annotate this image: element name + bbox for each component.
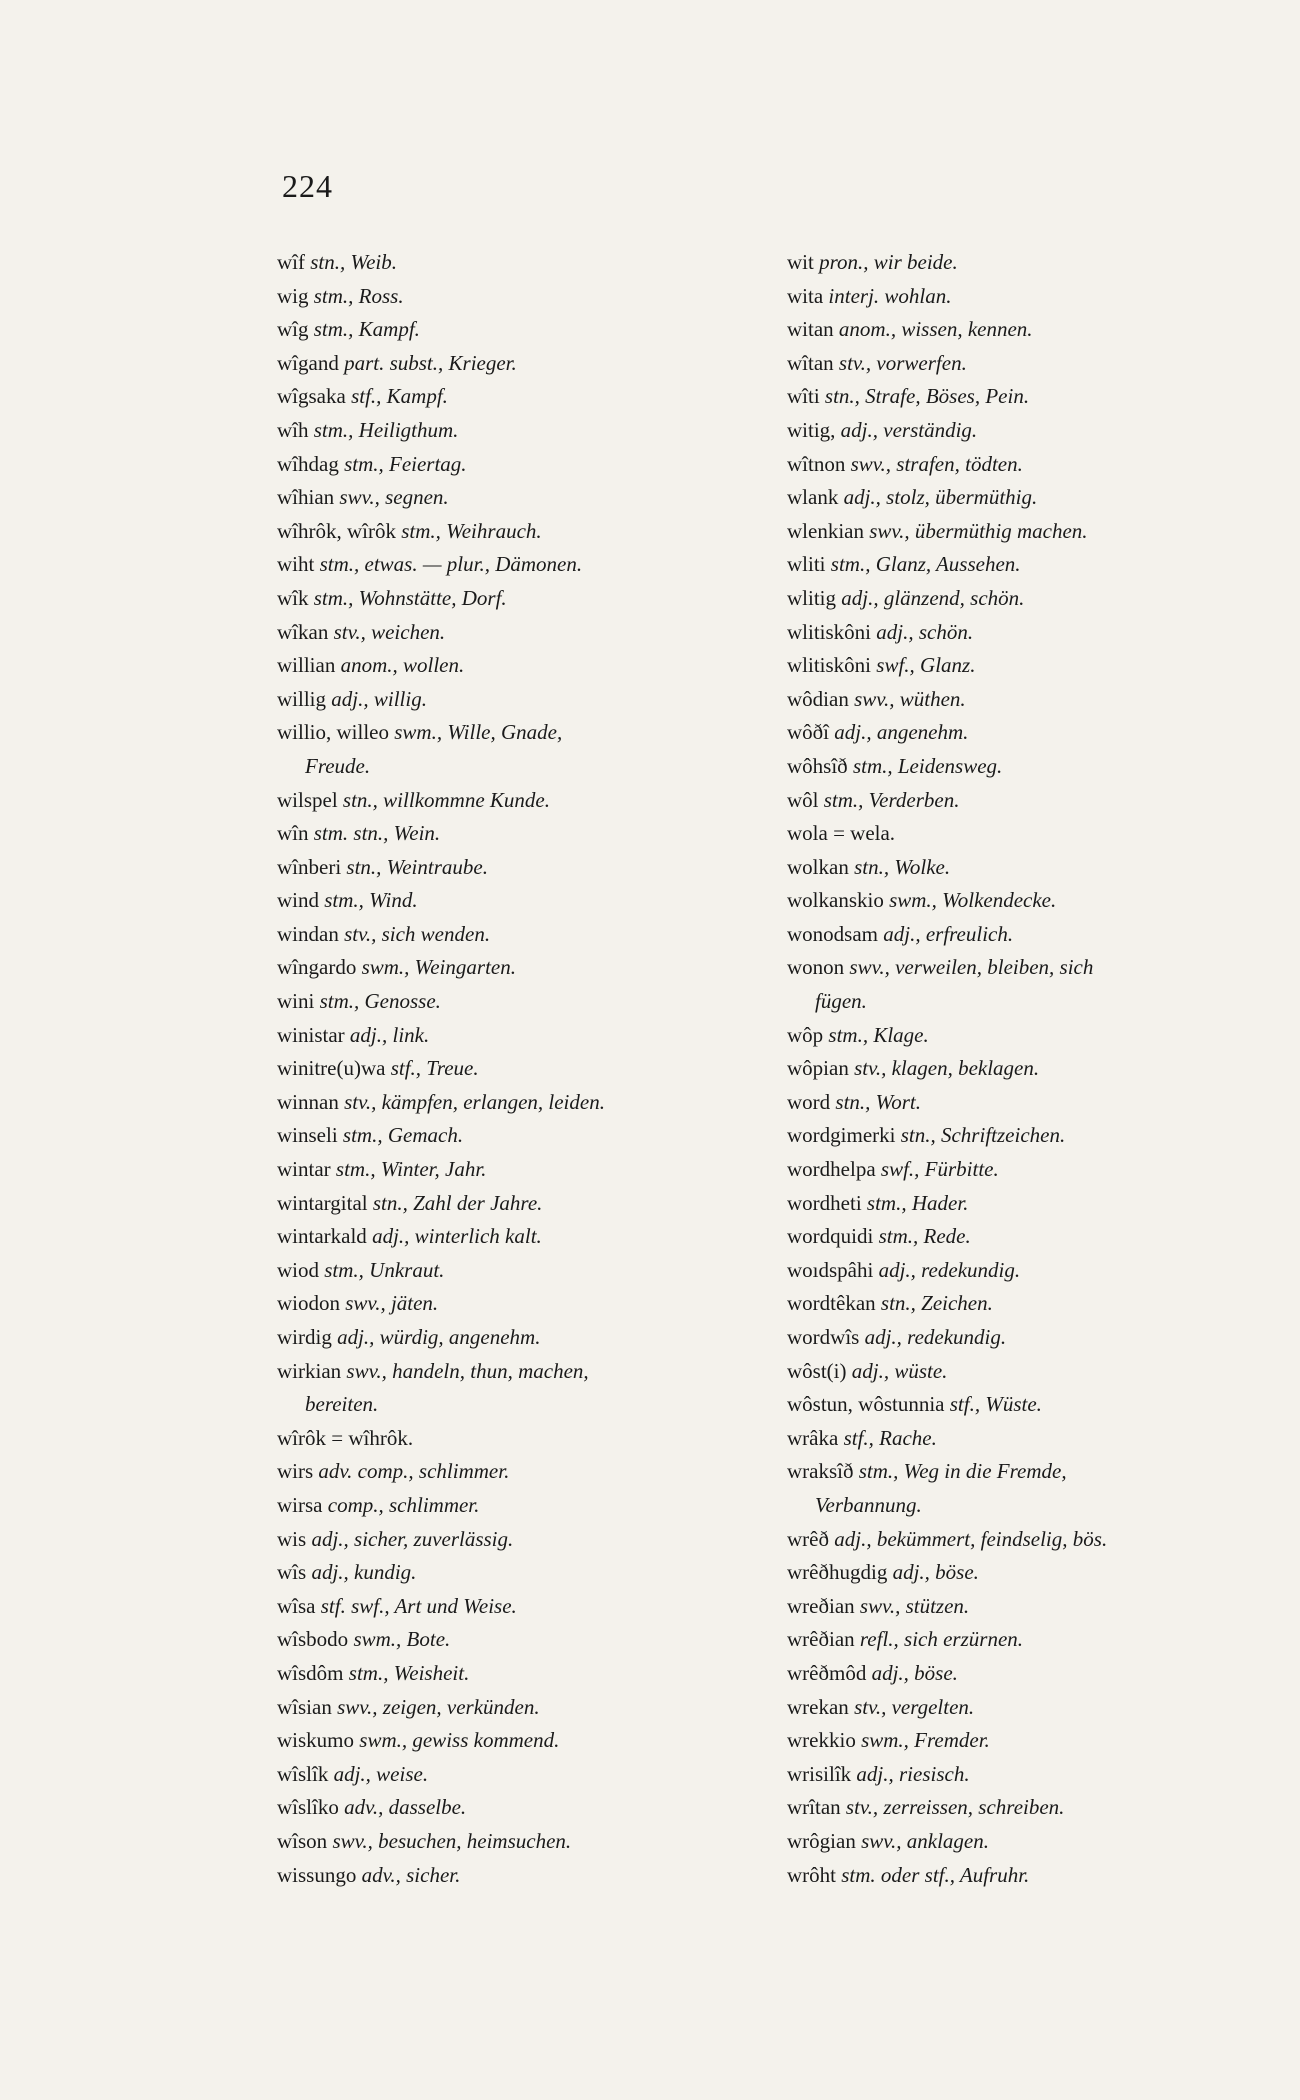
- headword: wrôgian: [787, 1828, 856, 1853]
- headword: wolkanskio: [787, 888, 884, 913]
- dictionary-entry: [787, 1052, 1287, 1086]
- headword: wlitiskôni: [787, 653, 872, 678]
- dictionary-entry: [787, 1019, 1287, 1053]
- dictionary-entry: [277, 1422, 777, 1456]
- gloss: swv., besuchen, heimsuchen.: [332, 1828, 572, 1853]
- gloss: adj., redekundig.: [864, 1325, 1007, 1349]
- dictionary-entry: [277, 481, 777, 515]
- gloss: stm., Rede.: [878, 1224, 971, 1249]
- dictionary-entry: [277, 548, 777, 582]
- gloss: stm., Heiligthum.: [313, 417, 459, 442]
- headword: wôstun, wôstunnia: [787, 1392, 945, 1417]
- gloss: swm., Wille, Gnade,: [394, 720, 563, 745]
- headword: wintargital: [277, 1190, 368, 1215]
- dictionary-entry: [787, 918, 1287, 952]
- headword: wonodsam: [787, 921, 878, 946]
- dictionary-entry: [787, 784, 1287, 818]
- dictionary-entry: [787, 1355, 1287, 1389]
- headword: woıdspâhi: [787, 1257, 874, 1282]
- gloss: part. subst., Krieger.: [344, 350, 517, 375]
- dictionary-entry: [277, 817, 777, 851]
- gloss: anom., wissen, kennen.: [838, 317, 1033, 342]
- gloss: refl., sich erzürnen.: [859, 1627, 1024, 1652]
- gloss: stm., Weisheit.: [348, 1660, 470, 1685]
- gloss: stn., Wolke.: [854, 854, 951, 879]
- gloss: stn., Weintraube.: [346, 854, 488, 879]
- gloss: swv., jäten.: [345, 1291, 439, 1316]
- headword: wôst(i): [787, 1358, 847, 1383]
- headword: wolkan: [787, 854, 849, 879]
- gloss: stn., Zeichen.: [880, 1291, 993, 1316]
- dictionary-entry: [787, 414, 1287, 448]
- dictionary-entry: [787, 616, 1287, 650]
- headword: wîti: [787, 384, 820, 409]
- headword: wîsdôm: [277, 1660, 344, 1685]
- headword: wlitig: [787, 585, 837, 610]
- gloss: swf., Fürbitte.: [880, 1157, 999, 1182]
- dictionary-entry: [277, 1052, 777, 1086]
- headword: wreðian: [787, 1593, 855, 1618]
- gloss: stn., Zahl der Jahre.: [372, 1190, 543, 1215]
- headword: wôp: [787, 1022, 824, 1047]
- dictionary-entry: [277, 1455, 777, 1489]
- dictionary-entry: [787, 851, 1287, 885]
- dictionary-entry: [277, 1623, 777, 1657]
- dictionary-entry: [787, 1153, 1287, 1187]
- gloss: swm., Weingarten.: [361, 955, 516, 980]
- gloss: stm., Wohnstätte, Dorf.: [313, 585, 507, 610]
- gloss: anom., wollen.: [340, 653, 465, 678]
- headword: wintarkald: [277, 1224, 367, 1249]
- headword: willig: [277, 686, 327, 711]
- headword: wola = wela.: [787, 821, 896, 846]
- headword: wîg: [277, 317, 309, 342]
- headword: wlank: [787, 485, 839, 510]
- dictionary-entry: [277, 1119, 777, 1153]
- gloss: stv., weichen.: [333, 619, 446, 644]
- gloss: adj., weise.: [333, 1761, 429, 1786]
- headword: wlenkian: [787, 518, 864, 543]
- headword: wîs: [277, 1560, 307, 1585]
- headword: wlitiskôni: [787, 619, 872, 644]
- gloss: stn., Strafe, Böses, Pein.: [824, 384, 1030, 409]
- gloss: swv., segnen.: [339, 485, 449, 510]
- dictionary-entry: [787, 1388, 1287, 1422]
- gloss: swv., zeigen, verkünden.: [337, 1694, 540, 1719]
- gloss: stm., etwas. — plur., Dämonen.: [319, 552, 583, 577]
- headword: wôðî: [787, 720, 829, 745]
- dictionary-entry: [787, 750, 1287, 784]
- gloss: adj., redekundig.: [878, 1257, 1021, 1282]
- gloss: stm., Feiertag.: [344, 451, 467, 476]
- gloss: stm., Unkraut.: [324, 1257, 445, 1282]
- headword: wîhdag: [277, 451, 339, 476]
- gloss: Freude.: [305, 753, 371, 778]
- headword: witan: [787, 317, 834, 342]
- gloss: stn., Weib.: [310, 250, 397, 274]
- dictionary-entry: [277, 851, 777, 885]
- gloss: bereiten.: [305, 1392, 379, 1417]
- dictionary-entry: [787, 515, 1287, 549]
- headword: wîslîk: [277, 1761, 329, 1786]
- gloss: adj., bekümmert, feindselig, bös.: [834, 1526, 1108, 1551]
- dictionary-entry: [277, 1287, 777, 1321]
- headword: wordquidi: [787, 1224, 874, 1249]
- headword: wîf: [277, 250, 305, 274]
- gloss: pron., wir beide.: [819, 250, 958, 274]
- gloss: swv., handeln, thun, machen,: [346, 1358, 589, 1383]
- headword: wilspel: [277, 787, 338, 812]
- gloss: stf., Rache.: [843, 1425, 937, 1450]
- headword: wîk: [277, 585, 309, 610]
- headword: wordhelpa: [787, 1157, 876, 1182]
- headword: wrekan: [787, 1694, 849, 1719]
- headword: wôpian: [787, 1056, 849, 1081]
- entry-continuation: [277, 1388, 777, 1422]
- gloss: stn., Wort.: [835, 1089, 922, 1114]
- gloss: swv., anklagen.: [861, 1828, 989, 1853]
- headword: wiod: [277, 1257, 319, 1282]
- dictionary-entry: [277, 1489, 777, 1523]
- dictionary-entry: [787, 1455, 1287, 1489]
- headword: wîgsaka: [277, 384, 346, 409]
- dictionary-entry: [277, 414, 777, 448]
- dictionary-entry: [277, 1556, 777, 1590]
- gloss: stf., Treue.: [390, 1056, 479, 1081]
- gloss: stm., Ross.: [313, 283, 404, 308]
- headword: word: [787, 1089, 831, 1114]
- dictionary-entry: [277, 246, 777, 280]
- dictionary-entry: [277, 1724, 777, 1758]
- headword: wîhian: [277, 485, 335, 510]
- dictionary-entry: [787, 951, 1287, 985]
- dictionary-entry: [277, 1187, 777, 1221]
- headword: wit: [787, 250, 814, 274]
- dictionary-entry: [787, 380, 1287, 414]
- dictionary-entry: [787, 1287, 1287, 1321]
- dictionary-entry: [787, 448, 1287, 482]
- gloss: adj., willig.: [331, 686, 427, 711]
- headword: wîngardo: [277, 955, 357, 980]
- gloss: adj., sicher, zuverlässig.: [311, 1526, 514, 1551]
- headword: wrêðmôd: [787, 1660, 867, 1685]
- headword: wrôht: [787, 1862, 836, 1887]
- dictionary-entry: [787, 1086, 1287, 1120]
- gloss: stm., Glanz, Aussehen.: [830, 552, 1021, 577]
- headword: wîsian: [277, 1694, 332, 1719]
- gloss: stn., Schriftzeichen.: [900, 1123, 1066, 1148]
- headword: wraksîð: [787, 1459, 854, 1484]
- dictionary-entry: [277, 1220, 777, 1254]
- dictionary-entry: [787, 649, 1287, 683]
- gloss: swm., Fremder.: [861, 1728, 990, 1753]
- dictionary-entry: [277, 347, 777, 381]
- gloss: stv., klagen, beklagen.: [854, 1056, 1040, 1081]
- dictionary-entry: [787, 716, 1287, 750]
- headword: wrisilîk: [787, 1761, 852, 1786]
- gloss: adj., stolz, übermüthig.: [843, 485, 1038, 510]
- dictionary-entry: [787, 1119, 1287, 1153]
- dictionary-entry: [787, 1758, 1287, 1792]
- dictionary-entry: [277, 515, 777, 549]
- dictionary-entry: [277, 1657, 777, 1691]
- gloss: swv., übermüthig machen.: [869, 518, 1088, 543]
- dictionary-entry: [787, 1254, 1287, 1288]
- dictionary-entry: [787, 1590, 1287, 1624]
- gloss: stv., zerreissen, schreiben.: [845, 1795, 1065, 1820]
- headword: wig: [277, 283, 309, 308]
- gloss: comp., schlimmer.: [327, 1492, 480, 1517]
- headword: wrêð: [787, 1526, 829, 1551]
- headword: wirs: [277, 1459, 314, 1484]
- gloss: adj., erfreulich.: [883, 921, 1014, 946]
- dictionary-entry: [787, 481, 1287, 515]
- gloss: stm., Leidensweg.: [852, 753, 1003, 778]
- gloss: adv., sicher.: [361, 1862, 461, 1887]
- dictionary-entry: [277, 582, 777, 616]
- gloss: swf., Glanz.: [876, 653, 976, 678]
- headword: wrâka: [787, 1425, 839, 1450]
- headword: wini: [277, 989, 315, 1014]
- headword: wôl: [787, 787, 819, 812]
- entry-continuation: [277, 750, 777, 784]
- gloss: swm., gewiss kommend.: [359, 1728, 560, 1753]
- dictionary-entry: [277, 1590, 777, 1624]
- headword: wîslîko: [277, 1795, 339, 1820]
- dictionary-entry: [787, 1523, 1287, 1557]
- headword: wirsa: [277, 1492, 323, 1517]
- headword: wîkan: [277, 619, 329, 644]
- gloss: adj., riesisch.: [856, 1761, 970, 1786]
- gloss: stv., sich wenden.: [344, 921, 491, 946]
- gloss: stm., Verderben.: [823, 787, 960, 812]
- headword: winistar: [277, 1022, 345, 1047]
- dictionary-entry: [277, 380, 777, 414]
- gloss: stm., Hader.: [866, 1190, 969, 1215]
- gloss: adj., würdig, angenehm.: [337, 1325, 541, 1349]
- right-column: [787, 246, 1287, 1892]
- headword: wîson: [277, 1828, 328, 1853]
- gloss: stv., kämpfen, erlangen, leiden.: [344, 1089, 605, 1114]
- gloss: stm., Weg in die Fremde,: [858, 1459, 1067, 1484]
- dictionary-entry: [787, 683, 1287, 717]
- gloss: adj., schön.: [876, 619, 974, 644]
- dictionary-entry: [787, 1825, 1287, 1859]
- dictionary-entry: [277, 884, 777, 918]
- gloss: swm., Bote.: [353, 1627, 451, 1652]
- headword: wîsa: [277, 1593, 316, 1618]
- headword: wôhsîð: [787, 753, 848, 778]
- headword: wîtan: [787, 350, 834, 375]
- gloss: adj., wüste.: [851, 1358, 948, 1383]
- dictionary-entry: [277, 1153, 777, 1187]
- dictionary-entry: [277, 1254, 777, 1288]
- gloss: adj., link.: [349, 1022, 430, 1047]
- dictionary-entry: [787, 1623, 1287, 1657]
- gloss: stm., Genosse.: [319, 989, 441, 1014]
- gloss: fügen.: [815, 989, 867, 1014]
- gloss: Verbannung.: [815, 1492, 922, 1517]
- dictionary-entry: [787, 1691, 1287, 1725]
- gloss: adj., böse.: [871, 1660, 958, 1685]
- dictionary-entry: [787, 1422, 1287, 1456]
- dictionary-entry: [277, 918, 777, 952]
- dictionary-entry: [277, 1321, 777, 1355]
- dictionary-entry: [277, 951, 777, 985]
- headword: wîrôk = wîhrôk.: [277, 1425, 414, 1450]
- headword: wiodon: [277, 1291, 340, 1316]
- dictionary-entry: [787, 884, 1287, 918]
- headword: wita: [787, 283, 824, 308]
- dictionary-entry: [277, 1019, 777, 1053]
- gloss: stn., willkommne Kunde.: [342, 787, 550, 812]
- gloss: stm., Kampf.: [313, 317, 420, 342]
- gloss: adv., dasselbe.: [344, 1795, 467, 1820]
- gloss: stm., Klage.: [828, 1022, 929, 1047]
- headword: wiht: [277, 552, 315, 577]
- headword: witig,: [787, 417, 836, 442]
- headword: willian: [277, 653, 336, 678]
- dictionary-entry: [277, 448, 777, 482]
- gloss: stv., vergelten.: [854, 1694, 975, 1719]
- dictionary-entry: [787, 1556, 1287, 1590]
- dictionary-entry: [277, 1355, 777, 1389]
- gloss: interj. wohlan.: [828, 283, 952, 308]
- dictionary-entry: [277, 985, 777, 1019]
- gloss: adv. comp., schlimmer.: [318, 1459, 510, 1484]
- headword: wis: [277, 1526, 307, 1551]
- headword: wind: [277, 888, 319, 913]
- left-column: [277, 246, 777, 1892]
- headword: wiskumo: [277, 1728, 355, 1753]
- entry-continuation: [787, 985, 1287, 1019]
- dictionary-entry: [787, 1724, 1287, 1758]
- gloss: stm., Winter, Jahr.: [335, 1157, 487, 1182]
- headword: willio, willeo: [277, 720, 389, 745]
- headword: wrêðian: [787, 1627, 855, 1652]
- headword: wîtnon: [787, 451, 846, 476]
- dictionary-entry: [787, 1657, 1287, 1691]
- gloss: swv., wüthen.: [854, 686, 966, 711]
- headword: wordheti: [787, 1190, 862, 1215]
- dictionary-entry: [787, 313, 1287, 347]
- dictionary-entry: [277, 1791, 777, 1825]
- dictionary-entry: [277, 1523, 777, 1557]
- gloss: swv., verweilen, bleiben, sich: [849, 955, 1094, 980]
- gloss: adj., verständig.: [840, 417, 978, 442]
- dictionary-entry: [277, 649, 777, 683]
- gloss: stf., Kampf.: [351, 384, 448, 409]
- gloss: adj., winterlich kalt.: [372, 1224, 542, 1249]
- dictionary-entry: [787, 280, 1287, 314]
- dictionary-entry: [787, 1187, 1287, 1221]
- gloss: stm. stn., Wein.: [313, 821, 441, 846]
- dictionary-entry: [277, 280, 777, 314]
- gloss: swm., Wolkendecke.: [889, 888, 1057, 913]
- dictionary-entry: [277, 784, 777, 818]
- gloss: stf. swf., Art und Weise.: [320, 1593, 517, 1618]
- gloss: swv., strafen, tödten.: [850, 451, 1023, 476]
- gloss: adj., kundig.: [311, 1560, 417, 1585]
- headword: wrekkio: [787, 1728, 856, 1753]
- gloss: adj., glänzend, schön.: [841, 585, 1025, 610]
- headword: wîgand: [277, 350, 339, 375]
- gloss: stv., vorwerfen.: [838, 350, 967, 375]
- gloss: stm. oder stf., Aufruhr.: [841, 1862, 1030, 1887]
- headword: wordwîs: [787, 1325, 860, 1349]
- dictionary-entry: [787, 347, 1287, 381]
- gloss: stm., Weihrauch.: [401, 518, 542, 543]
- dictionary-entry: [277, 716, 777, 750]
- dictionary-entry: [787, 582, 1287, 616]
- dictionary-entry: [277, 1758, 777, 1792]
- dictionary-entry: [277, 1086, 777, 1120]
- headword: winnan: [277, 1089, 339, 1114]
- dictionary-entry: [787, 1220, 1287, 1254]
- gloss: stf., Wüste.: [949, 1392, 1042, 1417]
- headword: winseli: [277, 1123, 338, 1148]
- gloss: adj., angenehm.: [834, 720, 969, 745]
- headword: wôdian: [787, 686, 849, 711]
- headword: wissungo: [277, 1862, 357, 1887]
- headword: wînberi: [277, 854, 342, 879]
- dictionary-entry: [277, 1859, 777, 1893]
- gloss: swv., stützen.: [859, 1593, 970, 1618]
- dictionary-entry: [787, 1791, 1287, 1825]
- headword: wonon: [787, 955, 845, 980]
- page-number: 224: [282, 168, 333, 204]
- dictionary-entry: [277, 683, 777, 717]
- gloss: stm., Gemach.: [342, 1123, 464, 1148]
- headword: wordtêkan: [787, 1291, 876, 1316]
- dictionary-entry: [787, 246, 1287, 280]
- dictionary-entry: [787, 817, 1287, 851]
- dictionary-entry: [787, 1321, 1287, 1355]
- dictionary-entry: [277, 1825, 777, 1859]
- headword: wirdig: [277, 1325, 332, 1349]
- headword: wirkian: [277, 1358, 342, 1383]
- headword: wintar: [277, 1157, 331, 1182]
- headword: wrêðhugdig: [787, 1560, 888, 1585]
- headword: wliti: [787, 552, 826, 577]
- headword: wordgimerki: [787, 1123, 896, 1148]
- gloss: adj., böse.: [892, 1560, 979, 1585]
- gloss: stm., Wind.: [324, 888, 418, 913]
- headword: wîsbodo: [277, 1627, 349, 1652]
- headword: windan: [277, 921, 339, 946]
- headword: wîh: [277, 417, 309, 442]
- dictionary-entry: [277, 616, 777, 650]
- headword: winitre(u)wa: [277, 1056, 386, 1081]
- entry-continuation: [787, 1489, 1287, 1523]
- headword: wîn: [277, 821, 309, 846]
- dictionary-entry: [787, 548, 1287, 582]
- headword: wrîtan: [787, 1795, 841, 1820]
- dictionary-entry: [277, 1691, 777, 1725]
- dictionary-entry: [787, 1859, 1287, 1893]
- headword: wîhrôk, wîrôk: [277, 518, 396, 543]
- dictionary-entry: [277, 313, 777, 347]
